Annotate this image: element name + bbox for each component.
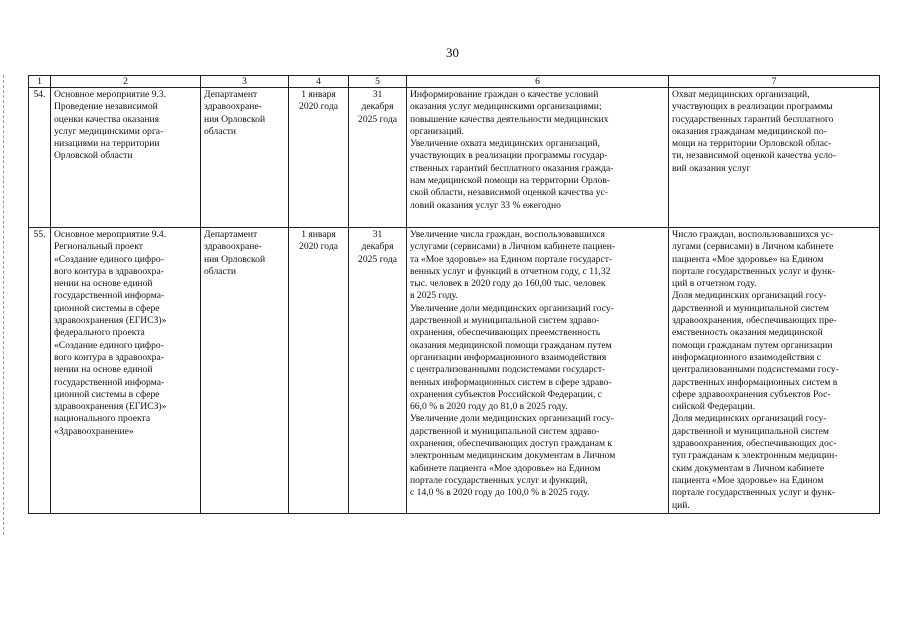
table-row bbox=[29, 88, 880, 228]
end-date-cell: 31 декабря 2025 года bbox=[349, 88, 407, 228]
row-number: 55. bbox=[29, 228, 51, 514]
page-number: 30 bbox=[446, 45, 459, 60]
start-date-cell: 1 января 2020 года bbox=[289, 228, 349, 514]
column-header: 1 bbox=[29, 76, 51, 88]
row-number: 54. bbox=[29, 88, 51, 228]
binding-margin-line bbox=[3, 75, 4, 535]
executor-cell: Департамент здравоохране- ния Орловской области bbox=[201, 88, 289, 228]
indicator-cell: Охват медицинских организаций, участвующих в реализации программы государственных гарантий бесплатного оказания гражданам медицинской по- мощи на территории Орловской облас- ти, независимой оценкой качества усло- вий оказания услуг bbox=[669, 88, 880, 228]
executor-cell: Департамент здравоохране- ния Орловской области bbox=[201, 228, 289, 514]
column-header: 5 bbox=[349, 76, 407, 88]
column-header: 4 bbox=[289, 76, 349, 88]
column-header: 6 bbox=[407, 76, 669, 88]
table-header-row bbox=[29, 76, 880, 88]
activity-cell: Основное мероприятие 9.4. Региональный проект «Создание единого цифро- вого контура в здравоохра- нении на основе единой государственной информа- ционной системы в сфере здравоохранения (ЕГИСЗ)» федерального проекта «Создание единого цифро- вого контура в здравоохра- нении на основе единой государственной информа- ционной системы в сфере здравоохранения (ЕГИСЗ)» национального проекта «Здравоохранение» bbox=[51, 228, 201, 514]
column-header: 2 bbox=[51, 76, 201, 88]
end-date-cell: 31 декабря 2025 года bbox=[349, 228, 407, 514]
start-date-cell: 1 января 2020 года bbox=[289, 88, 349, 228]
column-header: 3 bbox=[201, 76, 289, 88]
activity-cell: Основное мероприятие 9.3. Проведение независимой оценки качества оказания услуг медицинскими орга- низациями на территории Орловской области bbox=[51, 88, 201, 228]
indicator-cell: Число граждан, воспользовавшихся ус- лугами (сервисами) в Личном кабинете пациента «Мое здоровье» на Едином портале государственных услуг и функ- ций в отчетном году. Доля медицинских организаций госу- дарственной и муниципальной систем здравоохранения, обеспечивающих пре- емственность оказания медицинской помощи гражданам путем организации информационного взаимодействия с централизованными подсистемами госу- дарственных информационных систем в сфере здравоохранения субъектов Рос- сийской Федерации. Доля медицинских организаций госу- дарственной и муниципальной систем здравоохранения, обеспечивающих дос- туп гражданам к электронным медицин- ским документам в Личном кабинете пациента «Мое здоровье» на Едином портале государственных услуг и функ- ций. bbox=[669, 228, 880, 514]
activities-table bbox=[28, 75, 880, 514]
table-row bbox=[29, 228, 880, 514]
result-cell: Увеличение числа граждан, воспользовавшихся услугами (сервисами) в Личном кабинете пациен- та «Мое здоровье» на Едином портале государст- венных услуг и функций в отчетном году, с 11,32 тыс. человек в 2020 году до 160,00 тыс. человек в 2025 году. Увеличение доли медицинских организаций госу- дарственной и муниципальной систем здраво- охранения, обеспечивающих преемственность оказания медицинской помощи гражданам путем организации информационного взаимодействия с централизованными подсистемами государст- венных информационных систем в сфере здраво- охранения субъектов Российской Федерации, с 66,0 % в 2020 году до 81,0 в 2025 году. Увеличение доли медицинских организаций госу- дарственной и муниципальной систем здраво- охранения, обеспечивающих доступ гражданам к электронным медицинским документам в Личном кабинете пациента «Мое здоровье» на Едином портале государственных услуг и функций, с 14,0 % в 2020 году до 100,0 % в 2025 году. bbox=[407, 228, 669, 514]
result-cell: Информирование граждан о качестве условий оказания услуг медицинскими организациями; повышение качества деятельности медицинских организаций. Увеличение охвата медицинских организаций, участвующих в реализации программы государ- ственных гарантий бесплатного оказания гражда- нам медицинской помощи на территории Орлов- ской области, независимой оценкой качества ус- ловий оказания услуг 33 % ежегодно bbox=[407, 88, 669, 228]
column-header: 7 bbox=[669, 76, 880, 88]
